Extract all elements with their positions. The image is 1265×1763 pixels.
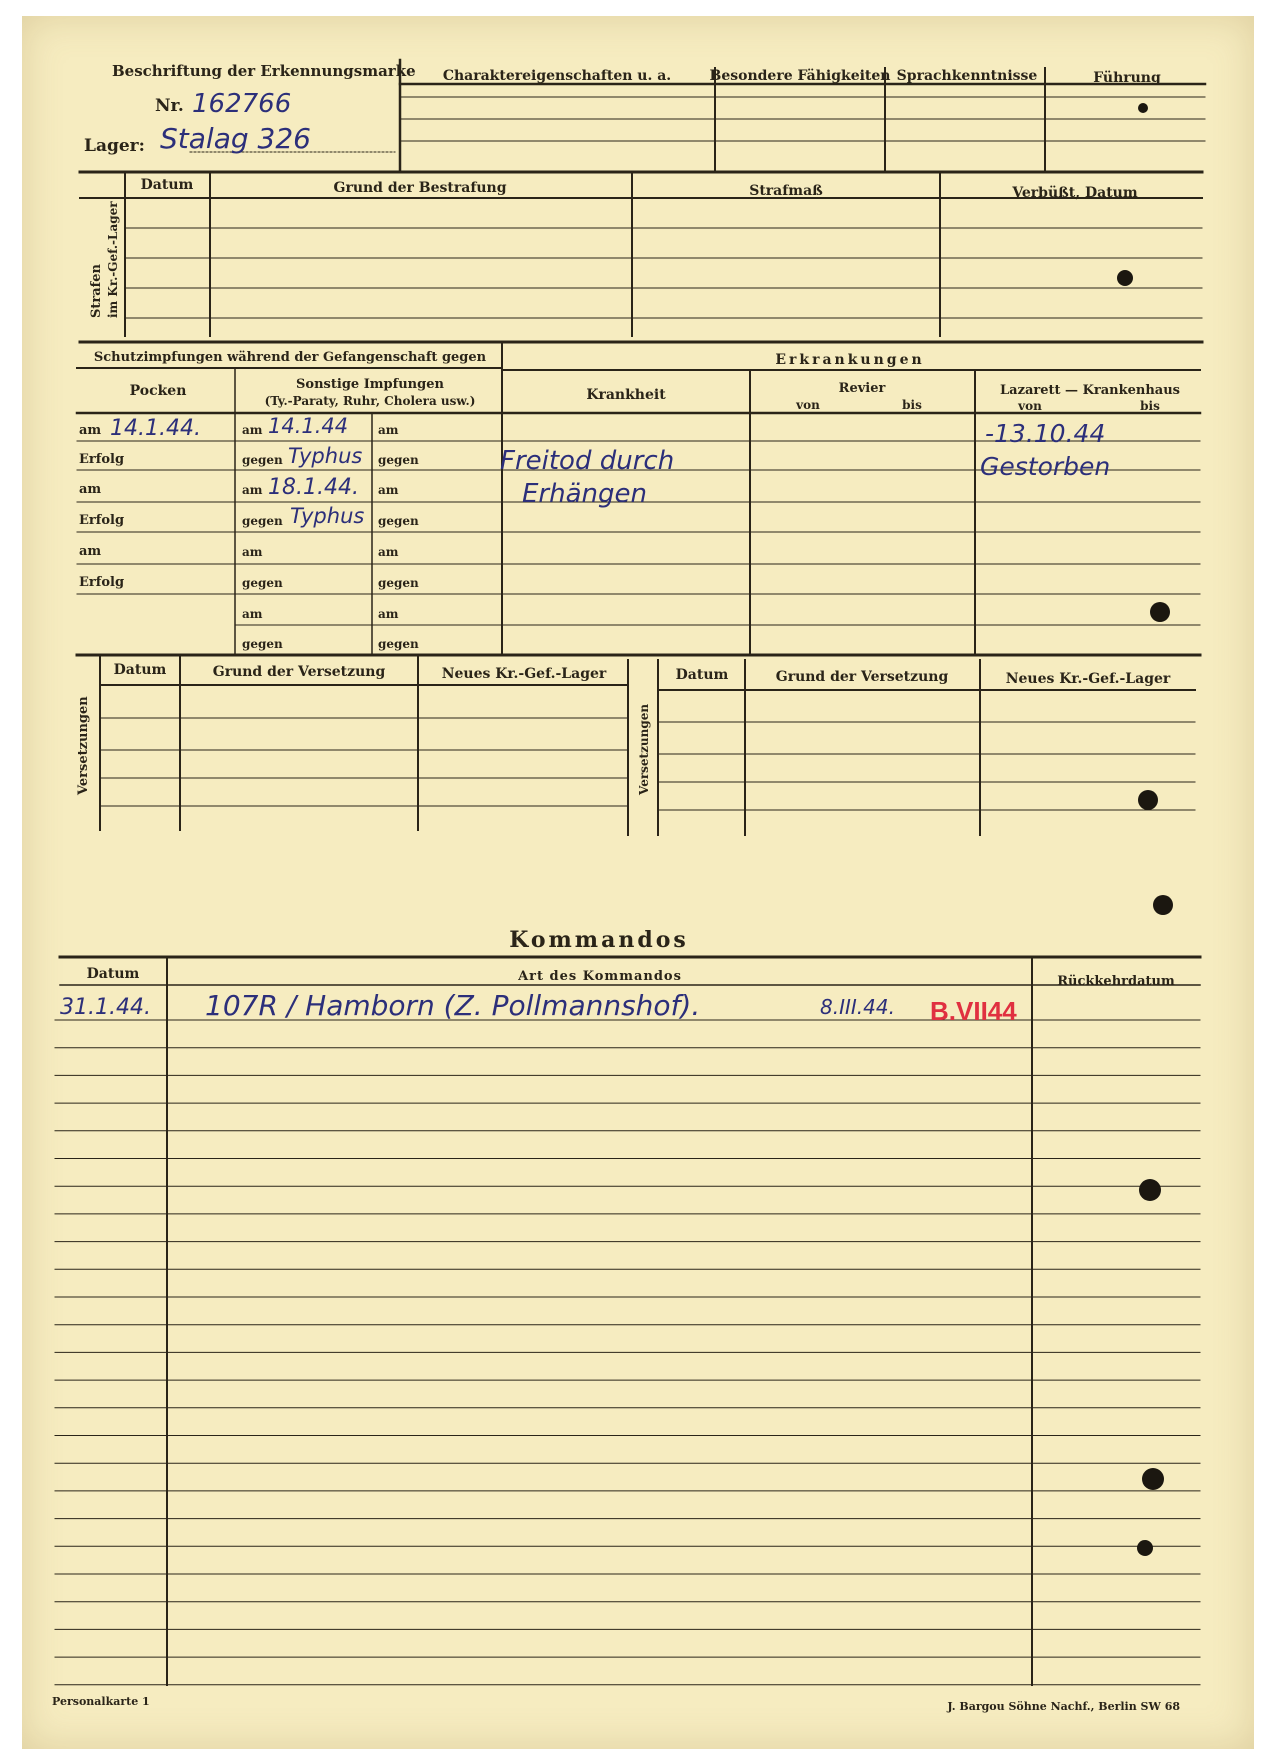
revier-bis: bis bbox=[902, 398, 922, 412]
kommandos-col-datum: Datum bbox=[86, 966, 140, 982]
sonstige-am-2-value: 18.1.44. bbox=[268, 475, 359, 500]
kommando-entry-date: 31.1.44. bbox=[60, 995, 151, 1020]
sonstige-gegen-1-value: Typhus bbox=[288, 444, 363, 468]
sonstige2-am-1: am bbox=[378, 423, 399, 437]
sonstige-impfungen-label: Sonstige Impfungen bbox=[296, 377, 444, 392]
lager-label: Lager: bbox=[84, 136, 145, 156]
strafen-col-verbuesst: Verbüßt, Datum bbox=[1012, 185, 1138, 201]
nr-label: Nr. bbox=[155, 96, 184, 116]
revier-von: von bbox=[796, 398, 820, 412]
lager-value: Stalag 326 bbox=[160, 122, 311, 155]
impfungen-title: Schutzimpfungen während der Gefangenschaft gegen bbox=[93, 350, 487, 365]
lazarett-von: von bbox=[1018, 399, 1042, 413]
strafen-col-grund: Grund der Bestrafung bbox=[333, 180, 507, 196]
footer-right: J. Bargou Söhne Nachf., Berlin SW 68 bbox=[947, 1700, 1180, 1713]
strafen-col-datum: Datum bbox=[140, 177, 194, 193]
lazarett-date-value: -13.10.44 bbox=[985, 419, 1106, 448]
kommando-entry-text: 107R / Hamborn (Z. Pollmannshof). bbox=[205, 989, 701, 1022]
kommando-entry-note: 8.III.44. bbox=[820, 995, 895, 1019]
sonstige-am-2: am bbox=[242, 483, 263, 497]
sonstige2-am-2: am bbox=[378, 483, 399, 497]
krankheit-label: Krankheit bbox=[586, 387, 666, 403]
pocken-erfolg-3: Erfolg bbox=[79, 575, 125, 590]
pocken-am-1: am bbox=[79, 423, 102, 438]
footer-left: Personalkarte 1 bbox=[52, 1695, 150, 1708]
kommandos-col-rueckkehr: Rückkehrdatum bbox=[1057, 974, 1175, 989]
krankheit-value-1: Freitod durch bbox=[500, 446, 675, 476]
vers-right-col-grund: Grund der Versetzung bbox=[775, 669, 949, 685]
col-sprachkenntnisse: Sprachkenntnisse bbox=[896, 68, 1038, 84]
sonstige-gegen-2-value: Typhus bbox=[290, 504, 365, 528]
lazarett-bis: bis bbox=[1140, 399, 1160, 413]
col-fuehrung: Führung bbox=[1093, 70, 1161, 86]
kommandos-title: Kommandos bbox=[509, 927, 689, 953]
lazarett-label: Lazarett — Krankenhaus bbox=[1000, 383, 1180, 398]
sonstige-gegen-3: gegen bbox=[242, 576, 283, 590]
sonstige2-gegen-4: gegen bbox=[378, 637, 419, 651]
sonstige2-gegen-3: gegen bbox=[378, 576, 419, 590]
vers-left-col-grund: Grund der Versetzung bbox=[212, 664, 386, 680]
sonstige-am-4: am bbox=[242, 607, 263, 621]
sonstige-am-3: am bbox=[242, 545, 263, 559]
sonstige2-gegen-1: gegen bbox=[378, 453, 419, 467]
col-charakter: Charaktereigenschaften u. a. bbox=[442, 68, 672, 84]
strafen-side-label-1: Strafen bbox=[89, 264, 104, 318]
lazarett-note-value: Gestorben bbox=[980, 452, 1111, 481]
vers-right-col-lager: Neues Kr.-Gef.-Lager bbox=[1005, 671, 1171, 687]
col-faehigkeiten: Besondere Fähigkeiten bbox=[709, 68, 891, 84]
strafen-col-strafmass: Strafmaß bbox=[749, 183, 823, 199]
erkrankungen-title: Erkrankungen bbox=[775, 352, 925, 368]
versetzungen-side-label-left: Versetzungen bbox=[76, 696, 91, 795]
sonstige-gegen-2: gegen bbox=[242, 514, 283, 528]
vers-left-col-lager: Neues Kr.-Gef.-Lager bbox=[441, 666, 607, 682]
krankheit-value-2: Erhängen bbox=[522, 479, 647, 509]
pocken-label: Pocken bbox=[129, 383, 187, 399]
sonstige2-gegen-2: gegen bbox=[378, 514, 419, 528]
sonstige-am-1: am bbox=[242, 423, 263, 437]
pocken-erfolg-1: Erfolg bbox=[79, 452, 125, 467]
pocken-am-2: am bbox=[79, 482, 102, 497]
nr-value: 162766 bbox=[192, 89, 292, 119]
versetzungen-side-label-right: Versetzungen bbox=[637, 703, 651, 795]
pocken-am-3: am bbox=[79, 544, 102, 559]
strafen-side-label-2: im Kr.-Gef.-Lager bbox=[106, 201, 120, 318]
kommando-entry-stamp: B.VII44 bbox=[930, 996, 1017, 1026]
sonstige-impfungen-sub: (Ty.-Paraty, Ruhr, Cholera usw.) bbox=[264, 394, 476, 408]
sonstige-am-1-value: 14.1.44 bbox=[268, 414, 349, 438]
kommandos-col-art: Art des Kommandos bbox=[518, 969, 682, 984]
revier-label: Revier bbox=[838, 381, 886, 396]
sonstige-gegen-4: gegen bbox=[242, 637, 283, 651]
sonstige-gegen-1: gegen bbox=[242, 453, 283, 467]
pocken-am-1-value: 14.1.44. bbox=[110, 416, 201, 441]
sonstige2-am-4: am bbox=[378, 607, 399, 621]
vers-left-col-datum: Datum bbox=[113, 662, 167, 678]
erkennungsmarke-label: Beschriftung der Erkennungsmarke bbox=[112, 62, 416, 80]
sonstige2-am-3: am bbox=[378, 545, 399, 559]
pocken-erfolg-2: Erfolg bbox=[79, 513, 125, 528]
vers-right-col-datum: Datum bbox=[675, 667, 729, 683]
punch-holes bbox=[1117, 103, 1173, 1556]
